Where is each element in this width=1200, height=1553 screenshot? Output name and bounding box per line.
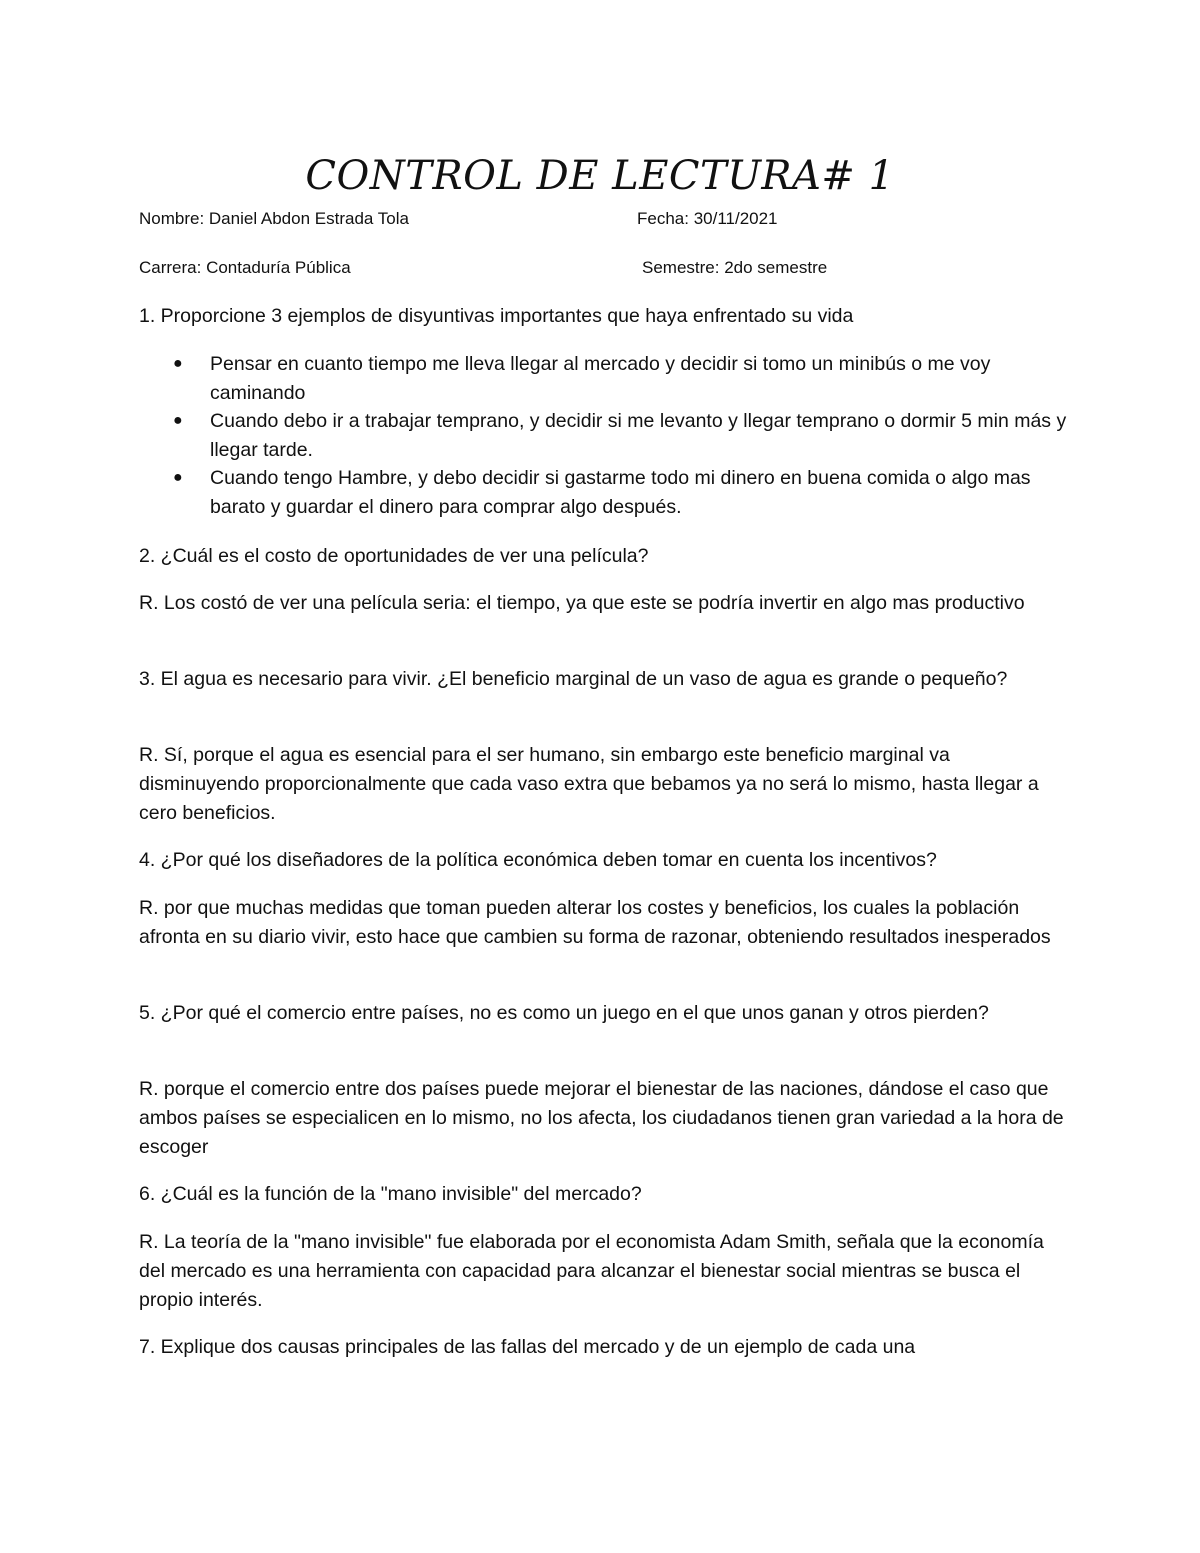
question-7: 7. Explique dos causas principales de las fallas del mercado y de un ejemplo de cada una xyxy=(139,1336,916,1358)
list-item-text: Pensar en cuanto tiempo me lleva llegar al mercado y decidir si tomo un minibús o me voy caminando xyxy=(210,353,991,404)
list-item-text: Cuando tengo Hambre, y debo decidir si gastarme todo mi dinero en buena comida o algo mas barato y guardar el dinero para comprar algo después. xyxy=(210,467,1031,518)
question-4: 4. ¿Por qué los diseñadores de la política económica deben tomar en cuenta los incentivos? xyxy=(139,849,937,871)
answer-2: R. Los costó de ver una película seria: el tiempo, ya que este se podría invertir en algo mas productivo xyxy=(139,592,1025,614)
list-item xyxy=(139,407,1069,464)
question-1: 1. Proporcione 3 ejemplos de disyuntivas importantes que haya enfrentado su vida xyxy=(139,305,854,327)
answer-5: R. porque el comercio entre dos países puede mejorar el bienestar de las naciones, dándose el caso que ambos países se especialicen en lo mismo, no los afecta, los ciudadanos tienen gran variedad a la hora de escoger xyxy=(139,1078,1064,1158)
document-title: CONTROL DE LECTURA# 1 xyxy=(305,153,895,199)
question-5: 5. ¿Por qué el comercio entre países, no es como un juego en el que unos ganan y otros pierden? xyxy=(139,1002,989,1024)
bullet-icon: ● xyxy=(173,412,183,429)
answer-3: R. Sí, porque el agua es esencial para el ser humano, sin embargo este beneficio marginal va disminuyendo proporcionalmente que cada vaso extra que bebamos ya no será lo mismo, hasta llegar a cero beneficios. xyxy=(139,744,1039,824)
question-3: 3. El agua es necesario para vivir. ¿El beneficio marginal de un vaso de agua es grande o pequeño? xyxy=(139,668,1008,690)
question-2: 2. ¿Cuál es el costo de oportunidades de ver una película? xyxy=(139,545,649,567)
bullet-icon: ● xyxy=(173,469,183,486)
answer-4: R. por que muchas medidas que toman pueden alterar los costes y beneficios, los cuales la población afronta en su diario vivir, esto hace que cambien su forma de razonar, obteniendo resultados inesperados xyxy=(139,897,1051,948)
list-item xyxy=(139,350,1069,407)
answer-6: R. La teoría de la "mano invisible" fue elaborada por el economista Adam Smith, señala que la economía del mercado es una herramienta con capacidad para alcanzar el bienestar social mientras se busca el propio interés. xyxy=(139,1231,1044,1311)
student-name: Nombre: Daniel Abdon Estrada Tola xyxy=(139,209,409,228)
list-item-text: Cuando debo ir a trabajar temprano, y decidir si me levanto y llegar temprano o dormir 5 min más y llegar tarde. xyxy=(210,410,1067,461)
semester-field: Semestre: 2do semestre xyxy=(642,258,828,277)
question-6: 6. ¿Cuál es la función de la "mano invisible" del mercado? xyxy=(139,1183,642,1205)
date-field: Fecha: 30/11/2021 xyxy=(637,209,778,228)
bullet-icon: ● xyxy=(173,355,183,372)
career-field: Carrera: Contaduría Pública xyxy=(139,258,351,277)
question-1-bullet-list xyxy=(139,350,1069,521)
list-item xyxy=(139,464,1069,521)
